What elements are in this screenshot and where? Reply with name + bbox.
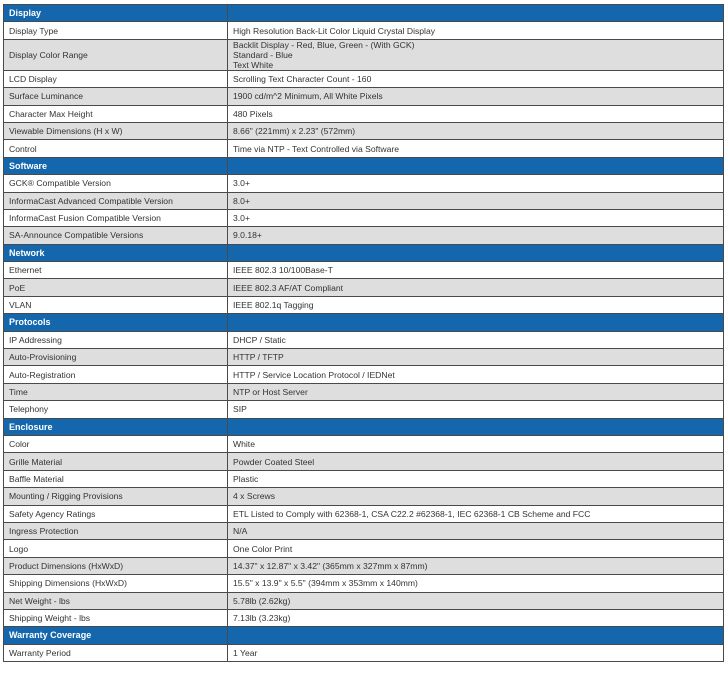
table-row <box>4 557 724 574</box>
spec-value <box>228 609 724 626</box>
table-row <box>4 470 724 487</box>
spec-value <box>228 209 724 226</box>
spec-value-line: 3.0+ <box>233 178 250 189</box>
table-row <box>4 22 724 39</box>
section-title: Enclosure <box>4 418 228 435</box>
spec-value <box>228 383 724 400</box>
table-row <box>4 209 724 226</box>
section-header-blank <box>228 5 724 22</box>
spec-value-line: High Resolution Back-Lit Color Liquid Crystal Display <box>233 25 436 36</box>
spec-value <box>228 366 724 383</box>
spec-value-line: 480 Pixels <box>233 108 273 119</box>
spec-value-line: Text White <box>233 59 274 70</box>
section-header-blank <box>228 418 724 435</box>
spec-label: Time <box>4 383 228 400</box>
spec-label: Display Color Range <box>4 39 228 70</box>
spec-value <box>228 401 724 418</box>
spec-value <box>228 262 724 279</box>
spec-label: Product Dimensions (HxWxD) <box>4 557 228 574</box>
spec-value <box>228 105 724 122</box>
spec-label: Net Weight - lbs <box>4 592 228 609</box>
spec-label: Shipping Weight - lbs <box>4 609 228 626</box>
spec-label: Viewable Dimensions (H x W) <box>4 122 228 139</box>
section-title: Protocols <box>4 314 228 331</box>
table-row <box>4 383 724 400</box>
spec-label: Auto-Registration <box>4 366 228 383</box>
spec-value <box>228 453 724 470</box>
table-row <box>4 349 724 366</box>
spec-value <box>228 435 724 452</box>
section-header-software <box>4 157 724 174</box>
spec-value-line: SIP <box>233 404 247 415</box>
spec-value-line: 5.78lb (2.62kg) <box>233 595 291 606</box>
spec-value <box>228 175 724 192</box>
spec-value <box>228 540 724 557</box>
spec-value-line: Standard - Blue <box>233 49 293 60</box>
section-header-blank <box>228 157 724 174</box>
table-row <box>4 522 724 539</box>
spec-value-line: 14.37" x 12.87" x 3.42" (365mm x 327mm x 87mm) <box>233 560 428 571</box>
spec-label: Telephony <box>4 401 228 418</box>
table-row <box>4 505 724 522</box>
spec-label: IP Addressing <box>4 331 228 348</box>
table-row <box>4 279 724 296</box>
spec-value <box>228 592 724 609</box>
spec-value <box>228 122 724 139</box>
spec-value <box>228 470 724 487</box>
table-row <box>4 592 724 609</box>
table-row <box>4 609 724 626</box>
spec-label: Mounting / Rigging Provisions <box>4 488 228 505</box>
spec-value-line: 3.0+ <box>233 213 250 224</box>
table-row <box>4 540 724 557</box>
spec-label: Baffle Material <box>4 470 228 487</box>
spec-label: InformaCast Advanced Compatible Version <box>4 192 228 209</box>
spec-value <box>228 522 724 539</box>
spec-value <box>228 279 724 296</box>
section-title: Network <box>4 244 228 261</box>
spec-table-body <box>4 5 724 662</box>
section-header-warranty-coverage <box>4 627 724 644</box>
spec-value-line: DHCP / Static <box>233 334 286 345</box>
section-title: Warranty Coverage <box>4 627 228 644</box>
spec-value-line: 9.0.18+ <box>233 230 262 241</box>
spec-value-line: 1 Year <box>233 647 258 658</box>
spec-label: Auto-Provisioning <box>4 349 228 366</box>
section-header-network <box>4 244 724 261</box>
spec-value <box>228 296 724 313</box>
spec-value <box>228 70 724 87</box>
spec-value-line: 1900 cd/m^2 Minimum, All White Pixels <box>233 91 383 102</box>
spec-label: Warranty Period <box>4 644 228 661</box>
spec-value-line: Scrolling Text Character Count - 160 <box>233 73 372 84</box>
section-header-blank <box>228 314 724 331</box>
spec-label: InformaCast Fusion Compatible Version <box>4 209 228 226</box>
table-row <box>4 366 724 383</box>
spec-label: Shipping Dimensions (HxWxD) <box>4 575 228 592</box>
spec-value-line: White <box>233 439 255 450</box>
spec-value <box>228 331 724 348</box>
section-header-blank <box>228 244 724 261</box>
spec-label: Grille Material <box>4 453 228 470</box>
spec-value-line: Time via NTP - Text Controlled via Software <box>233 143 400 154</box>
spec-label: Color <box>4 435 228 452</box>
spec-value-line: 7.13lb (3.23kg) <box>233 613 291 624</box>
spec-label: Character Max Height <box>4 105 228 122</box>
section-title: Display <box>4 5 228 22</box>
spec-value <box>228 349 724 366</box>
spec-value <box>228 39 724 70</box>
table-row <box>4 140 724 157</box>
spec-label: VLAN <box>4 296 228 313</box>
table-row <box>4 227 724 244</box>
spec-value <box>228 575 724 592</box>
spec-value-line: IEEE 802.3 10/100Base-T <box>233 265 333 276</box>
spec-value-line: Powder Coated Steel <box>233 456 315 467</box>
spec-value <box>228 140 724 157</box>
table-row <box>4 105 724 122</box>
spec-value-line: One Color Print <box>233 543 293 554</box>
table-row <box>4 331 724 348</box>
spec-value <box>228 227 724 244</box>
spec-value-line: ETL Listed to Comply with 62368-1, CSA C22.2 #62368-1, IEC 62368-1 CB Scheme and FCC <box>233 508 591 519</box>
table-row <box>4 88 724 105</box>
spec-label: Control <box>4 140 228 157</box>
table-row <box>4 122 724 139</box>
table-row <box>4 575 724 592</box>
table-row <box>4 401 724 418</box>
spec-value <box>228 644 724 661</box>
spec-value <box>228 488 724 505</box>
table-row <box>4 262 724 279</box>
table-row <box>4 296 724 313</box>
spec-label: Ethernet <box>4 262 228 279</box>
spec-label: SA-Announce Compatible Versions <box>4 227 228 244</box>
section-header-enclosure <box>4 418 724 435</box>
spec-value-line: IEEE 802.1q Tagging <box>233 300 314 311</box>
spec-label: GCK® Compatible Version <box>4 175 228 192</box>
spec-value-line: 8.66" (221mm) x 2.23" (572mm) <box>233 126 356 137</box>
table-row <box>4 175 724 192</box>
spec-label: PoE <box>4 279 228 296</box>
table-row <box>4 453 724 470</box>
spec-table <box>3 4 724 662</box>
spec-value-line: 8.0+ <box>233 195 250 206</box>
spec-label: Display Type <box>4 22 228 39</box>
section-header-blank <box>228 627 724 644</box>
spec-value-line: Backlit Display - Red, Blue, Green - (With GCK) <box>233 39 415 50</box>
spec-value <box>228 88 724 105</box>
spec-value <box>228 192 724 209</box>
table-row <box>4 644 724 661</box>
spec-value-line: IEEE 802.3 AF/AT Compliant <box>233 282 344 293</box>
table-row <box>4 70 724 87</box>
spec-value <box>228 557 724 574</box>
table-row <box>4 488 724 505</box>
table-row <box>4 39 724 70</box>
section-title: Software <box>4 157 228 174</box>
spec-value <box>228 22 724 39</box>
spec-label: LCD Display <box>4 70 228 87</box>
spec-value-line: HTTP / TFTP <box>233 352 284 363</box>
spec-label: Ingress Protection <box>4 522 228 539</box>
spec-label: Safety Agency Ratings <box>4 505 228 522</box>
spec-label: Surface Luminance <box>4 88 228 105</box>
table-row <box>4 435 724 452</box>
spec-value-line: 15.5" x 13.9" x 5.5" (394mm x 353mm x 140mm) <box>233 578 418 589</box>
spec-value <box>228 505 724 522</box>
section-header-display <box>4 5 724 22</box>
section-header-protocols <box>4 314 724 331</box>
spec-value-line: NTP or Host Server <box>233 387 308 397</box>
table-row <box>4 192 724 209</box>
spec-value-line: Plastic <box>233 473 259 484</box>
spec-value-line: HTTP / Service Location Protocol / IEDNet <box>233 369 395 380</box>
spec-label: Logo <box>4 540 228 557</box>
spec-value-line: N/A <box>233 526 248 537</box>
spec-value-line: 4 x Screws <box>233 491 276 502</box>
